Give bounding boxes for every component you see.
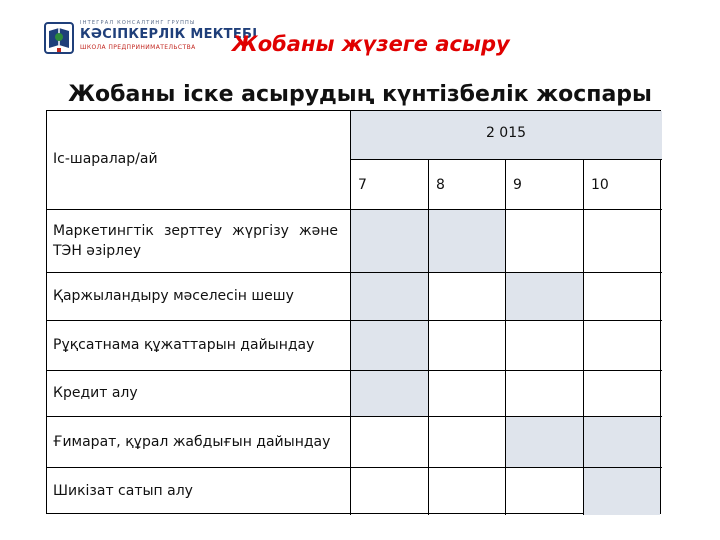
gantt-cell [505,272,583,320]
gantt-cell [505,320,583,370]
gantt-cell [505,416,583,467]
gantt-cell [583,320,660,370]
month-header: 8 [436,177,445,193]
logo-subtitle: ШКОЛА ПРЕДПРИНИМАТЕЛЬСТВА [80,44,196,51]
grid-line [505,159,506,515]
grid-line [47,370,662,371]
gantt-cell [583,467,660,515]
gantt-table [46,110,661,514]
gantt-cell [350,272,428,320]
slide-title: Жобаны жүзеге асыру [232,32,510,56]
year-header: 2 015 [485,125,527,141]
month-header: 9 [513,177,522,193]
gantt-cell [428,320,505,370]
gantt-cell [350,209,428,272]
gantt-cell [428,209,505,272]
task-label: Шикізат сатып алу [53,483,193,499]
grid-line [350,111,351,515]
book-logo-icon [44,22,74,54]
task-label: Рұқсатнама құжаттарын дайындау [53,337,315,353]
gantt-cell [428,467,505,515]
gantt-cell [350,416,428,467]
month-header: 10 [591,177,609,193]
gantt-cell [505,467,583,515]
grid-line [47,209,662,210]
task-label: Маркетингтік зерттеу жүргізу және ТЭН әзірлеу [53,222,338,259]
logo-small-text: ІНТЕГРАЛ КОНСАЛТИНГ ГРУППЫ [80,20,196,26]
gantt-cell [350,467,428,515]
grid-line [47,320,662,321]
gantt-cell [428,272,505,320]
gantt-cell [583,416,660,467]
grid-line [47,467,662,468]
task-label: Ғимарат, құрал жабдығын дайындау [53,433,331,450]
logo-name: КӘСІПКЕРЛІК МЕКТЕБІ [80,27,258,42]
grid-line [47,416,662,417]
grid-line [583,159,584,515]
grid-line [350,159,662,160]
gantt-cell [583,370,660,416]
gantt-cell [505,370,583,416]
gantt-cell [428,416,505,467]
task-label: Кредит алу [53,385,138,401]
task-label: Қаржыландыру мәселесін шешу [53,288,294,304]
gantt-cell [583,209,660,272]
grid-line [428,159,429,515]
gantt-cell [583,272,660,320]
gantt-cell [350,370,428,416]
gantt-cell [428,370,505,416]
gantt-cell [350,320,428,370]
activity-column-header: Іс-шаралар/ай [53,151,158,167]
grid-line [47,272,662,273]
table-heading: Жобаны іске асырудың күнтізбелік жоспары [68,82,652,107]
month-header: 7 [358,177,367,193]
gantt-cell [505,209,583,272]
school-logo [44,20,258,60]
